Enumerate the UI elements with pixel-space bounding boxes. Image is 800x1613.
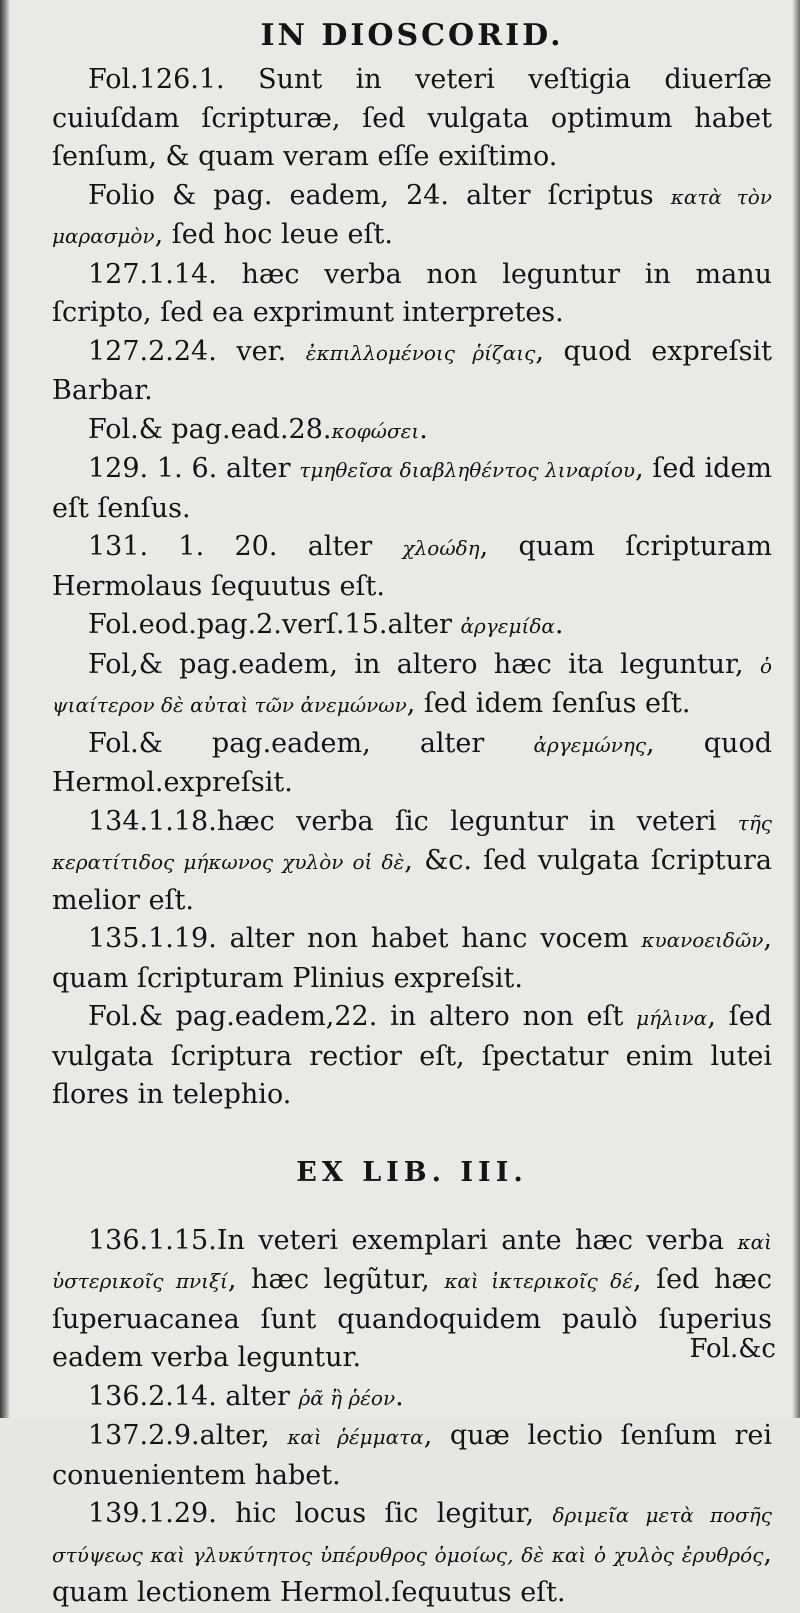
entry-text: 139.1.29. hic locus ſic legitur, [88, 1498, 553, 1529]
errata-entry [52, 411, 772, 451]
entry-text: , quam lectionem Hermol.ſequutus eſt. [52, 1537, 772, 1608]
entry-text: , ſed idem eſt ſenſus. [52, 453, 772, 524]
greek-reading: ἐκπιλλομένοις ῥίζαις [305, 340, 536, 365]
entry-text: 137.2.9.alter, [88, 1420, 288, 1451]
entry-text: , hæc legũtur, [227, 1264, 445, 1295]
errata-entry [52, 1417, 772, 1495]
page-edge-left [0, 0, 10, 1418]
errata-entry [52, 61, 772, 177]
errata-entry [52, 177, 772, 256]
greek-reading: χλοώδη [402, 536, 480, 560]
errata-entry [52, 450, 772, 528]
entry-text: 129. 1. 6. alter [88, 453, 300, 484]
entry-text: , quam ſcripturam Hermolaus ſequutus eſt. [52, 531, 772, 602]
greek-reading: κυανοειδῶν [641, 928, 764, 952]
entry-text: , quæ lectio ſenſum rei conuenientem habet. [52, 1420, 772, 1491]
errata-entry [52, 998, 772, 1115]
greek-reading: δριμεῖα μετὰ ποσῆς στύψεως καὶ γλυκύτητος ὑπέρυθρος ὁμοίως, δὲ καὶ ὁ χυλὸς ἐρυθρός [52, 1503, 772, 1567]
errata-entry [52, 1495, 772, 1613]
entry-text: , ſed vulgata ſcriptura rectior eſt, ſpectatur enim lutei flores in telephio. [52, 1001, 772, 1110]
entry-text: Fol.& pag.eadem,22. in altero non eſt [88, 1001, 637, 1032]
section-title: EX LIB. III. [296, 1156, 528, 1188]
greek-reading: τῆς κερατίτιδος μήκωνος χυλὸν οἱ δὲ [52, 810, 772, 874]
entry-text: , quod Hermol.expreſsit. [52, 727, 772, 798]
entry-text: Fol,& pag.eadem, in altero hæc ita leguntur, [88, 648, 760, 680]
errata-entry [52, 725, 772, 803]
entry-text: 127.1.14. hæc verba non leguntur in manu ſcripto, ſed ea exprimunt interpretes. [52, 258, 772, 328]
entry-text: , ſed idem ſenſus eſt. [406, 688, 691, 719]
greek-reading: μήλινα [636, 1006, 708, 1030]
entry-text: 131. 1. 20. alter [88, 531, 403, 562]
greek-reading: τμηθεῖσα διαβληθέντος λιναρίου [299, 458, 636, 482]
entry-text: Folio & pag. eadem, 24. alter ſcriptus [88, 179, 671, 211]
errata-list-top [52, 61, 772, 1115]
errata-entry [52, 606, 772, 646]
entry-text: Fol.& pag.ead.28. [88, 413, 332, 445]
greek-reading: κατὰ τὸν μαρασμὸν [52, 184, 772, 248]
catchword: Fol.&c [689, 1334, 776, 1364]
entry-text: 136.1.15.In veteri exemplari ante hæc verba [88, 1224, 738, 1256]
errata-entry [52, 1222, 772, 1378]
entry-text: Fol.eod.pag.2.verſ.15.alter [88, 609, 461, 640]
greek-reading: ἀργεμώνης [533, 732, 647, 757]
entry-text: , quam ſcripturam Plinius expreſsit. [52, 923, 772, 994]
entry-text: 136.2.14. alter [88, 1380, 299, 1412]
entry-text: Fol.126.1. Sunt in veteri veſtigia diuerſæ cuiuſdam ſcripturæ, ſed vulgata optimum habet ſenſum, & quam veram eſſe exiſtimo. [52, 64, 772, 172]
entry-text: , quod expreſsit Barbar. [52, 335, 772, 406]
errata-entry [52, 333, 772, 411]
entry-text: . [395, 1380, 404, 1412]
entry-text: Fol.& pag.eadem, alter [88, 727, 534, 759]
entry-text: 127.2.24. ver. [88, 335, 306, 367]
greek-reading: ῥᾶ ἢ ῥέον [298, 1385, 396, 1410]
errata-entry [52, 803, 772, 921]
errata-entry [52, 528, 772, 606]
running-header: IN DIOSCORID. [260, 18, 564, 53]
errata-list-bottom [52, 1222, 772, 1613]
greek-reading: καὶ ὑστερικοῖς πνιξί [52, 1229, 772, 1293]
greek-reading: ὁ ψιαίτερον δὲ αὐταὶ τῶν ἀνεμώνων [52, 653, 772, 717]
errata-entry [52, 1378, 772, 1418]
entry-text: . [554, 609, 564, 640]
entry-text: , &c. ſed vulgata ſcriptura melior eſt. [52, 845, 772, 916]
errata-entry [52, 920, 772, 998]
greek-reading: ἀργεμίδα [460, 614, 555, 638]
entry-text: , ſed hæc ſuperuacanea ſunt quandoquidem paulò ſuperius eadem verba leguntur. [52, 1264, 772, 1373]
errata-entry [52, 646, 772, 725]
entry-text: 134.1.18.hæc verba ſic leguntur in veteri [88, 805, 738, 837]
page-edge-right [792, 0, 800, 1418]
entry-text: . [419, 413, 428, 445]
greek-reading: κοφώσει [331, 418, 420, 443]
greek-reading: καὶ ῥέμματα [287, 1425, 424, 1449]
greek-reading: καὶ ἰκτερικοῖς δέ [444, 1269, 633, 1293]
entry-text: , ſed hoc leue eſt. [154, 219, 393, 250]
errata-entry [52, 256, 772, 333]
entry-text: 135.1.19. alter non habet hanc vocem [88, 923, 642, 954]
